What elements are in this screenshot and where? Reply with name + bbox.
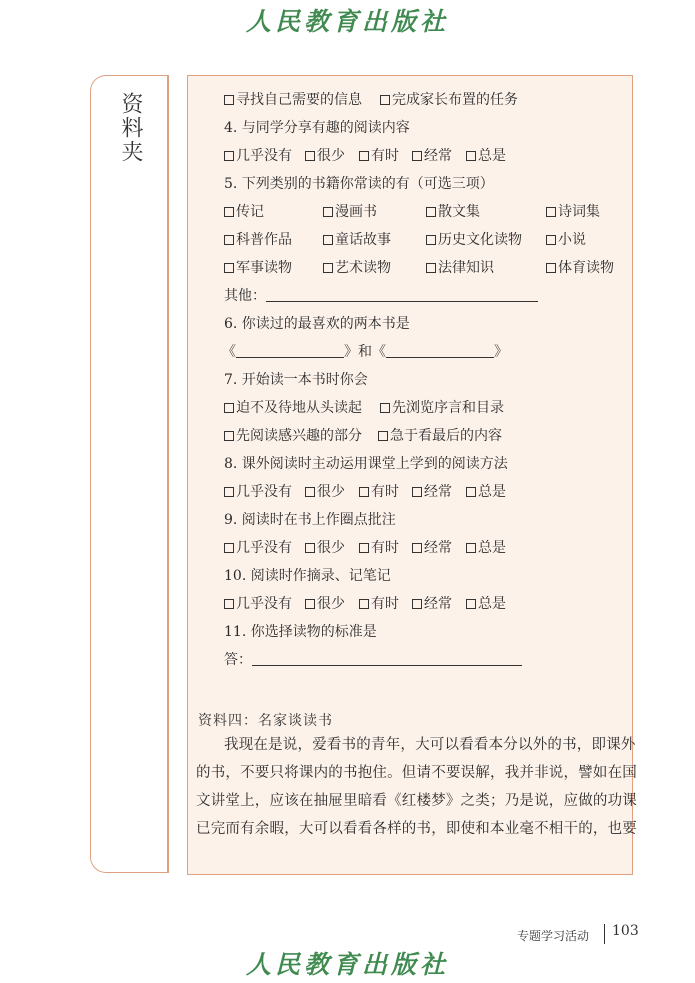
side-tab	[90, 75, 168, 873]
page-number: 103	[612, 923, 639, 939]
checkbox[interactable]	[224, 263, 234, 273]
checkbox[interactable]	[305, 599, 315, 609]
answer-line[interactable]	[252, 651, 522, 666]
q8-option-4[interactable]: 经常	[412, 483, 452, 501]
checkbox[interactable]	[224, 207, 234, 217]
q4-option-5[interactable]: 总是	[466, 147, 506, 165]
checkbox[interactable]	[323, 235, 333, 245]
paragraph-line: 文讲堂上，应该在抽屉里暗看《红楼梦》之类；乃是说，应做的功课	[196, 793, 637, 809]
side-title: 资料夹	[118, 92, 143, 164]
q6-label: 6. 你读过的最喜欢的两本书是	[224, 316, 410, 332]
paragraph-line: 已完而有余暇，大可以看看各样的书，即使和本业毫不相干的，也要	[196, 821, 637, 837]
q7-option[interactable]: 急于看最后的内容	[378, 427, 502, 445]
checkbox[interactable]	[426, 263, 436, 273]
q9-option-3[interactable]: 有时	[359, 539, 399, 557]
footer-divider	[604, 924, 605, 944]
q10-option-4[interactable]: 经常	[412, 595, 452, 613]
q10-label: 10. 阅读时作摘录、记笔记	[224, 568, 391, 584]
book1-line[interactable]	[236, 343, 344, 358]
checkbox[interactable]	[224, 235, 234, 245]
checkbox[interactable]	[380, 403, 390, 413]
q5-option[interactable]: 法律知识	[426, 259, 494, 277]
section-label: 专题学习活动	[517, 929, 590, 943]
checkbox[interactable]	[359, 487, 369, 497]
q5-option[interactable]: 漫画书	[323, 203, 377, 221]
checkbox[interactable]	[224, 487, 234, 497]
q5-option[interactable]: 小说	[546, 231, 586, 249]
checkbox[interactable]	[412, 487, 422, 497]
q5-option[interactable]: 传记	[224, 203, 264, 221]
content-box	[187, 75, 633, 875]
checkbox[interactable]	[412, 543, 422, 553]
checkbox[interactable]	[466, 543, 476, 553]
q7-label: 7. 开始读一本书时你会	[224, 372, 368, 388]
q5-option[interactable]: 诗词集	[546, 203, 600, 221]
paragraph-line: 的书，不要只将课内的书抱住。但请不要误解，我并非说，譬如在国	[196, 765, 637, 781]
q9-option-1[interactable]: 几乎没有	[224, 539, 292, 557]
q10-option-1[interactable]: 几乎没有	[224, 595, 292, 613]
q5-option[interactable]: 体育读物	[546, 259, 614, 277]
checkbox[interactable]	[224, 543, 234, 553]
q5-label: 5. 下列类别的书籍你常读的有（可选三项）	[224, 176, 494, 192]
q5-option[interactable]: 历史文化读物	[426, 231, 522, 249]
q9-label: 9. 阅读时在书上作圈点批注	[224, 512, 396, 528]
q8-option-3[interactable]: 有时	[359, 483, 399, 501]
checkbox[interactable]	[359, 543, 369, 553]
checkbox[interactable]	[546, 263, 556, 273]
q11-label: 11. 你选择读物的标准是	[224, 624, 377, 640]
q8-option-2[interactable]: 很少	[305, 483, 345, 501]
q10-option-3[interactable]: 有时	[359, 595, 399, 613]
q4-option-1[interactable]: 几乎没有	[224, 147, 292, 165]
checkbox[interactable]	[378, 431, 388, 441]
checkbox[interactable]	[412, 599, 422, 609]
q9-option-5[interactable]: 总是	[466, 539, 506, 557]
checkbox[interactable]	[224, 95, 234, 105]
checkbox[interactable]	[305, 543, 315, 553]
checkbox[interactable]	[466, 487, 476, 497]
q4-option-3[interactable]: 有时	[359, 147, 399, 165]
checkbox[interactable]	[426, 207, 436, 217]
checkbox[interactable]	[426, 235, 436, 245]
publisher-logo-bottom: 人民教育出版社	[245, 950, 449, 979]
checkbox[interactable]	[466, 151, 476, 161]
q11-answer: 答：	[224, 651, 522, 669]
checkbox[interactable]	[224, 431, 234, 441]
q5-option[interactable]: 散文集	[426, 203, 480, 221]
checkbox[interactable]	[380, 95, 390, 105]
checkbox[interactable]	[466, 599, 476, 609]
side-tab-divider	[167, 75, 169, 873]
checkbox[interactable]	[546, 235, 556, 245]
checkbox[interactable]	[323, 263, 333, 273]
q8-option-5[interactable]: 总是	[466, 483, 506, 501]
checkbox[interactable]	[224, 151, 234, 161]
q5-option[interactable]: 军事读物	[224, 259, 292, 277]
q8-label: 8. 课外阅读时主动运用课堂上学到的阅读方法	[224, 456, 508, 472]
q3-option-1[interactable]: 寻找自己需要的信息	[224, 91, 362, 109]
book2-line[interactable]	[386, 343, 494, 358]
publisher-logo-top: 人民教育出版社	[245, 7, 449, 36]
q5-option[interactable]: 科普作品	[224, 231, 292, 249]
q7-option[interactable]: 先阅读感兴趣的部分	[224, 427, 362, 445]
q9-option-2[interactable]: 很少	[305, 539, 345, 557]
q4-label: 4. 与同学分享有趣的阅读内容	[224, 120, 410, 136]
q4-option-4[interactable]: 经常	[412, 147, 452, 165]
q7-option[interactable]: 先浏览序言和目录	[380, 399, 504, 417]
checkbox[interactable]	[412, 151, 422, 161]
q5-option[interactable]: 艺术读物	[323, 259, 391, 277]
q5-option[interactable]: 童话故事	[323, 231, 391, 249]
checkbox[interactable]	[224, 403, 234, 413]
checkbox[interactable]	[323, 207, 333, 217]
q7-option[interactable]: 迫不及待地从头读起	[224, 399, 362, 417]
checkbox[interactable]	[305, 487, 315, 497]
q10-option-5[interactable]: 总是	[466, 595, 506, 613]
q8-option-1[interactable]: 几乎没有	[224, 483, 292, 501]
paragraph-line: 我现在是说，爱看书的青年，大可以看看本分以外的书，即课外	[224, 737, 636, 753]
checkbox[interactable]	[305, 151, 315, 161]
q9-option-4[interactable]: 经常	[412, 539, 452, 557]
q4-option-2[interactable]: 很少	[305, 147, 345, 165]
checkbox[interactable]	[359, 151, 369, 161]
material4-heading: 资料四：名家谈读书	[198, 713, 333, 729]
checkbox[interactable]	[359, 599, 369, 609]
checkbox[interactable]	[546, 207, 556, 217]
q5-other: 其他：	[224, 287, 538, 305]
other-answer-line[interactable]	[266, 287, 538, 302]
q3-option-2[interactable]: 完成家长布置的任务	[380, 91, 518, 109]
checkbox[interactable]	[224, 599, 234, 609]
q10-option-2[interactable]: 很少	[305, 595, 345, 613]
q6-answer: 《 》和《 》	[222, 344, 508, 360]
